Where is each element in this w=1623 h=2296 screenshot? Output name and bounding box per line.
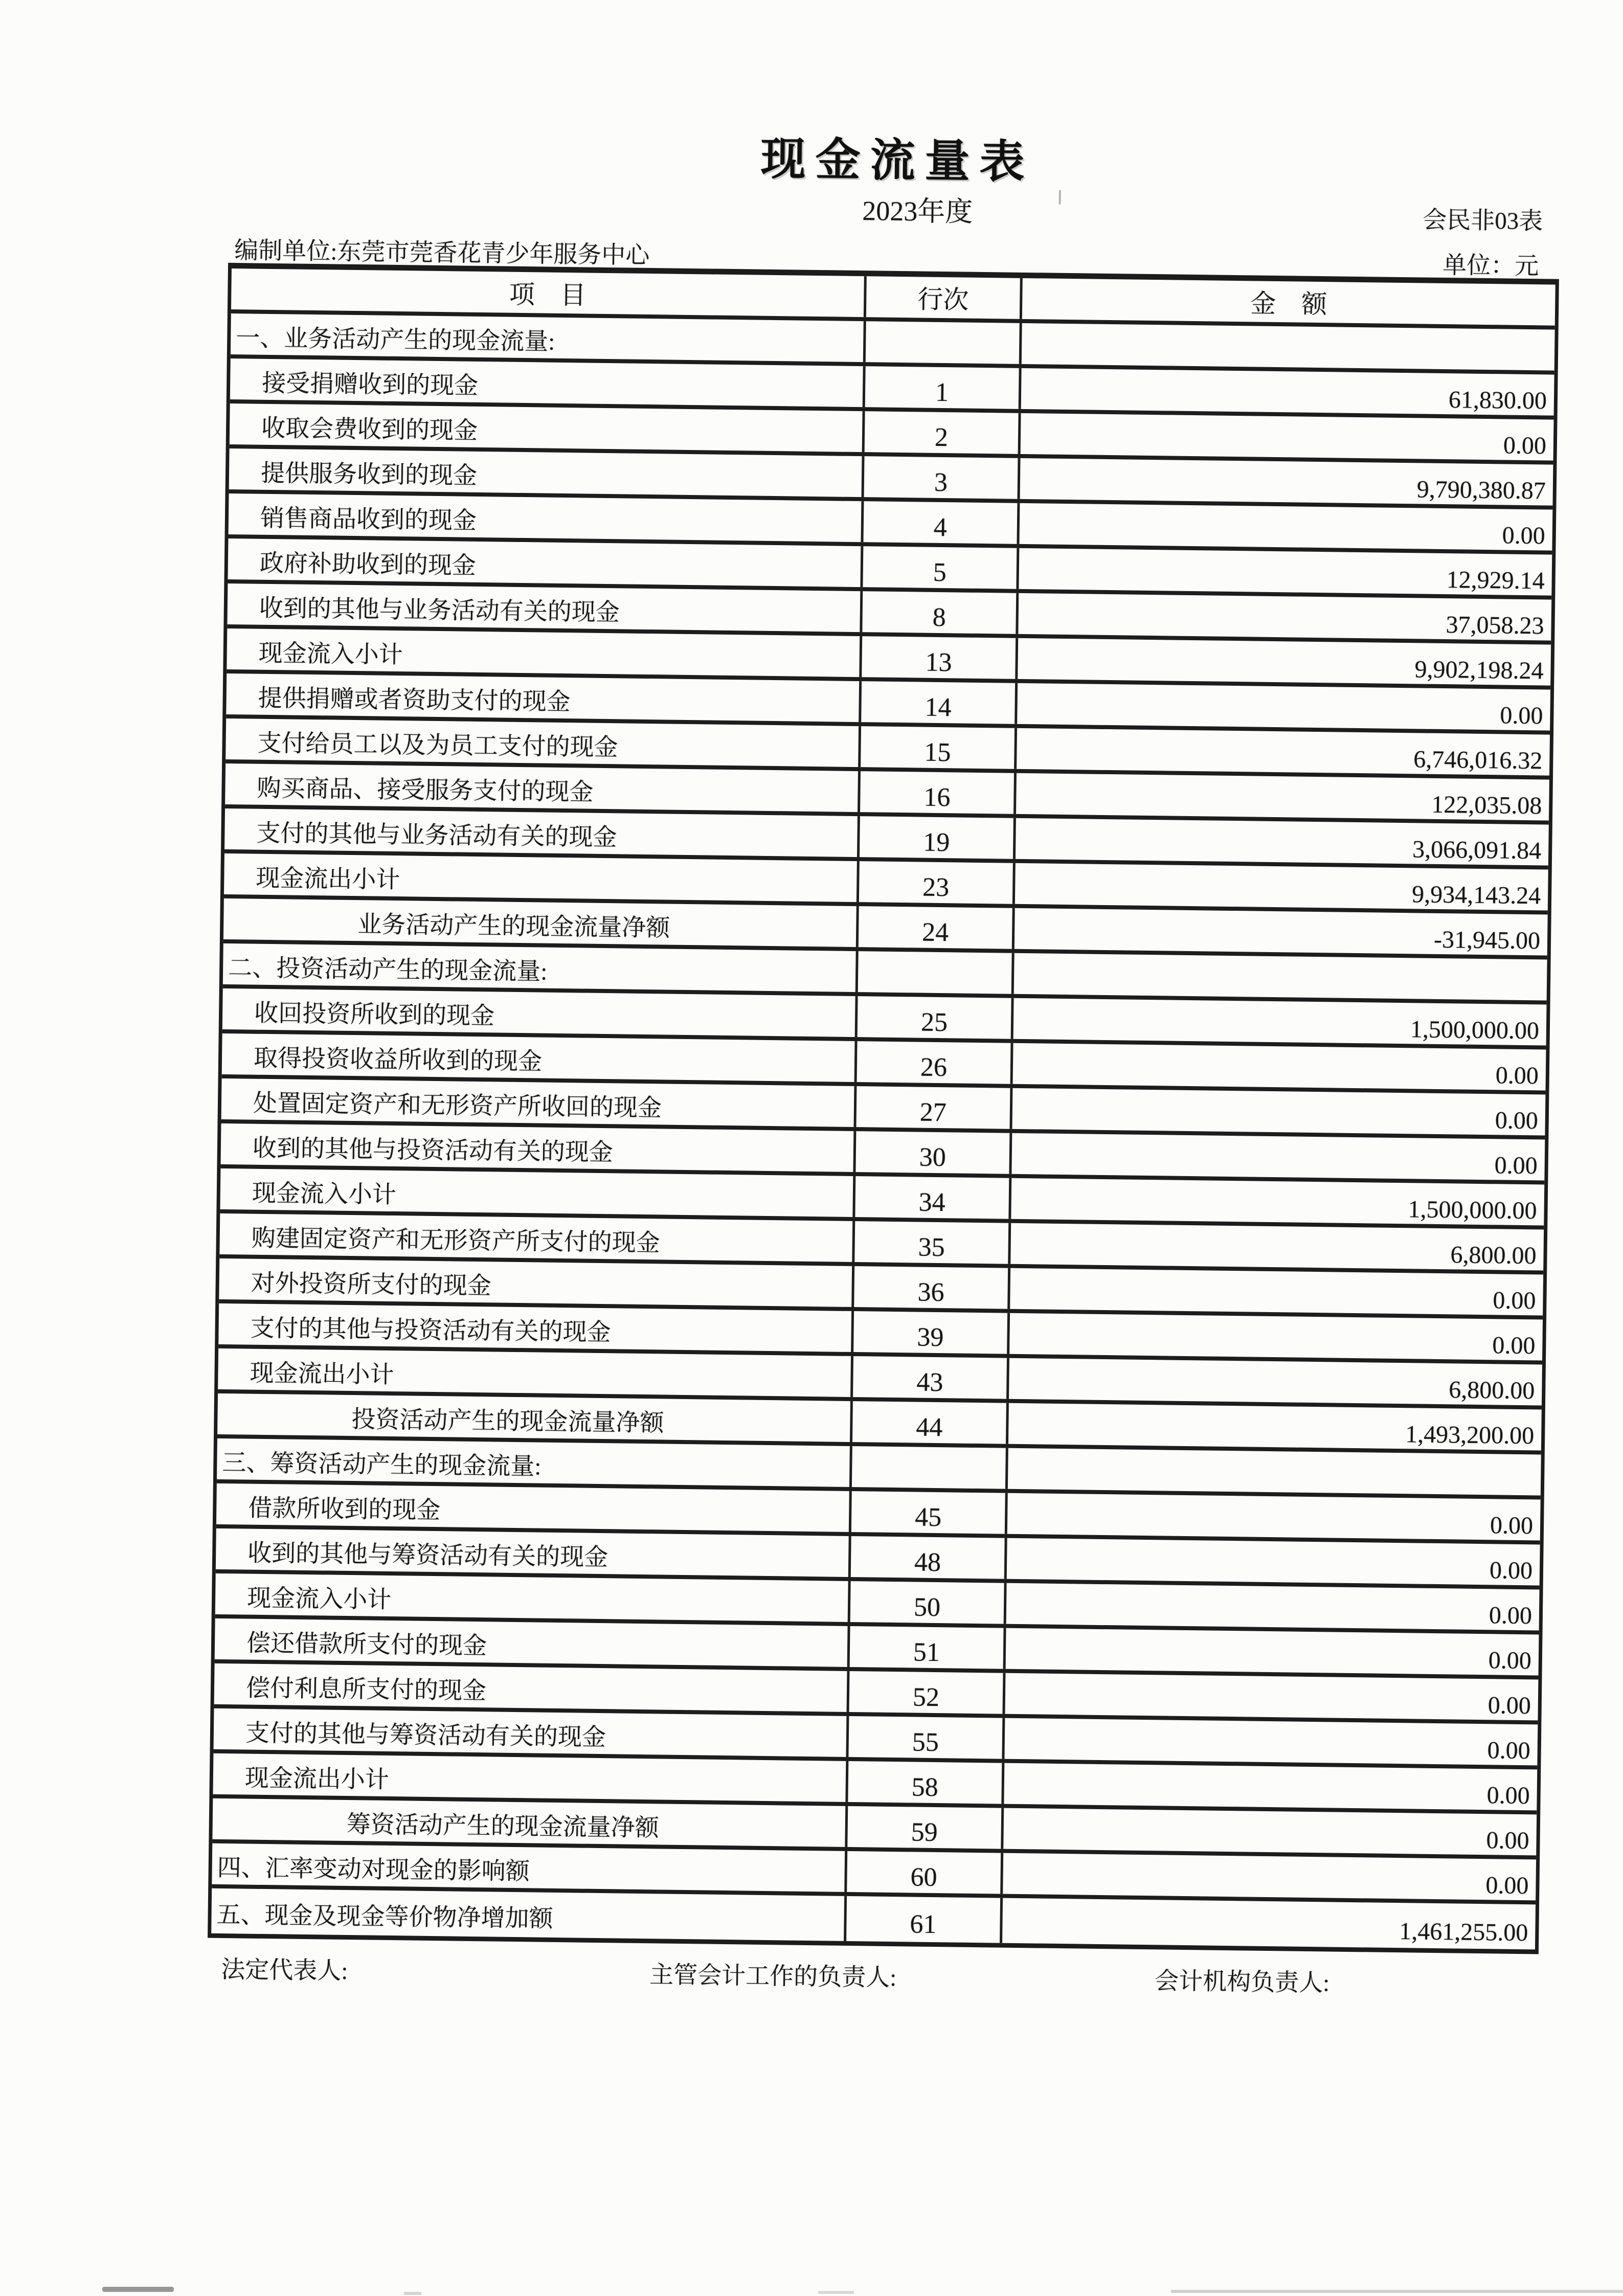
amount-cell: 0.00 [1487, 1691, 1531, 1719]
amount-cell: -31,945.00 [1433, 926, 1541, 954]
item-cell: 提供服务收到的现金 [260, 460, 478, 489]
amount-cell: 6,746,016.32 [1413, 745, 1543, 774]
amount-cell: 1,500,000.00 [1410, 1015, 1540, 1044]
item-cell: 借款所收到的现金 [247, 1495, 441, 1524]
item-cell: 现金流入小计 [252, 1180, 397, 1208]
amount-cell [1008, 1448, 1541, 1496]
item-cell: 支付的其他与投资活动有关的现金 [250, 1315, 611, 1346]
item-cell: 偿付利息所支付的现金 [245, 1675, 487, 1704]
line-no-cell: 13 [859, 636, 1018, 679]
line-no-cell: 58 [845, 1761, 1004, 1804]
amount-cell: 6,800.00 [1448, 1376, 1535, 1404]
amount-column-header: 金 额 [1250, 289, 1327, 319]
item-cell: 支付的其他与业务活动有关的现金 [256, 820, 617, 851]
line-no-cell: 16 [858, 771, 1017, 814]
line-no-cell: 8 [860, 591, 1019, 634]
item-cell: 二、投资活动产生的现金流量: [228, 954, 548, 985]
line-no-cell: 48 [848, 1536, 1007, 1579]
item-cell: 取得投资收益所收到的现金 [253, 1045, 543, 1075]
line-no-cell: 45 [849, 1491, 1008, 1534]
line-no-cell: 4 [861, 501, 1020, 544]
item-cell: 收回投资所收到的现金 [254, 1000, 495, 1029]
preparing-unit: 编制单位:东莞市莞香花青少年服务中心 [234, 237, 650, 269]
amount-cell: 0.00 [1500, 701, 1543, 729]
item-cell: 投资活动产生的现金流量净额 [351, 1406, 664, 1437]
amount-cell: 0.00 [1486, 1781, 1530, 1809]
line-no-cell: 61 [844, 1896, 1003, 1943]
amount-cell: 6,800.00 [1450, 1241, 1537, 1269]
amount-cell: 0.00 [1493, 1286, 1536, 1314]
amount-cell: 122,035.08 [1431, 791, 1542, 819]
line-no-cell: 43 [850, 1356, 1009, 1399]
amount-cell: 0.00 [1502, 521, 1546, 549]
line-no-cell [863, 321, 1022, 364]
legal-representative-label: 法定代表人: [220, 1956, 348, 1985]
item-cell: 购买商品、接受服务支付的现金 [257, 775, 594, 806]
item-cell: 现金流入小计 [246, 1585, 392, 1613]
amount-cell: 0.00 [1495, 1106, 1539, 1134]
item-cell: 收到的其他与投资活动有关的现金 [252, 1135, 614, 1166]
item-cell: 提供捐赠或者资助支付的现金 [258, 685, 571, 715]
chief-accountant-label: 主管会计工作的负责人: [649, 1962, 897, 1992]
amount-cell: 0.00 [1495, 1061, 1539, 1089]
line-no-cell: 35 [852, 1221, 1011, 1264]
line-no-cell: 44 [850, 1401, 1009, 1444]
amount-cell: 37,058.23 [1446, 611, 1544, 639]
accounting-org-head-label: 会计机构负责人: [1154, 1968, 1330, 1997]
item-cell: 五、现金及现金等价物净增加额 [216, 1901, 553, 1932]
item-cell: 偿还借款所支付的现金 [246, 1630, 487, 1659]
item-cell: 现金流入小计 [258, 640, 403, 668]
item-cell: 现金流出小计 [244, 1765, 390, 1793]
item-cell: 现金流出小计 [256, 865, 400, 893]
item-cell: 收到的其他与筹资活动有关的现金 [247, 1540, 608, 1571]
line-no-cell: 34 [852, 1176, 1011, 1219]
amount-cell: 9,902,198.24 [1414, 655, 1544, 684]
item-cell: 接受捐赠收到的现金 [261, 370, 479, 399]
signature-line [0, 1947, 1613, 2003]
amount-cell: 0.00 [1488, 1646, 1532, 1674]
item-cell: 购建固定资产和无形资产所支付的现金 [251, 1225, 661, 1256]
scan-artifact [1171, 2290, 1623, 2293]
item-cell: 筹资活动产生的现金流量净额 [346, 1811, 660, 1841]
currency-unit: 单位：元 [1442, 252, 1539, 280]
line-no-cell [849, 1446, 1008, 1489]
amount-cell: 0.00 [1494, 1151, 1538, 1179]
line-no-cell: 60 [844, 1851, 1003, 1894]
amount-cell: 0.00 [1492, 1331, 1536, 1359]
line-no-cell: 19 [857, 816, 1016, 859]
scan-artifact [102, 2287, 174, 2292]
line-no-cell: 15 [858, 726, 1017, 769]
item-cell: 支付的其他与筹资活动有关的现金 [245, 1720, 606, 1751]
line-no-cell: 3 [862, 456, 1021, 499]
item-cell: 收取会费收到的现金 [261, 415, 478, 444]
line-no-cell: 36 [851, 1266, 1010, 1309]
amount-cell: 3,066,091.84 [1412, 835, 1542, 864]
item-cell: 销售商品收到的现金 [260, 505, 477, 534]
amount-cell: 0.00 [1485, 1871, 1529, 1899]
line-no-cell: 14 [859, 681, 1018, 724]
amount-cell: 9,934,143.24 [1411, 880, 1541, 909]
line-no-cell: 25 [855, 996, 1014, 1039]
report-period: 2023年度 [862, 195, 973, 228]
scan-artifact [1059, 190, 1061, 205]
line-no-cell: 51 [847, 1626, 1006, 1669]
item-cell: 处置固定资产和无形资产所收回的现金 [253, 1090, 662, 1121]
amount-cell: 1,461,255.00 [1399, 1917, 1528, 1946]
page-title: 现金流量表 [760, 134, 1035, 188]
amount-cell: 61,830.00 [1448, 386, 1547, 414]
line-no-column-header: 行次 [864, 276, 1023, 319]
line-no-cell: 39 [851, 1311, 1010, 1354]
amount-cell: 9,790,380.87 [1416, 475, 1546, 504]
line-no-cell: 55 [846, 1716, 1005, 1759]
amount-cell: 1,500,000.00 [1408, 1195, 1537, 1224]
line-no-cell: 50 [848, 1581, 1007, 1624]
line-no-cell: 2 [862, 411, 1021, 454]
amount-cell: 1,493,200.00 [1405, 1420, 1535, 1449]
line-no-cell: 23 [856, 861, 1016, 904]
item-cell: 支付给员工以及为员工支付的现金 [257, 730, 618, 761]
line-no-cell: 1 [863, 366, 1022, 409]
line-no-cell: 24 [856, 906, 1015, 949]
item-cell: 三、筹资活动产生的现金流量: [222, 1449, 542, 1480]
item-cell: 四、汇率变动对现金的影响额 [217, 1854, 530, 1885]
line-no-cell: 5 [860, 546, 1019, 589]
amount-cell: 0.00 [1486, 1826, 1529, 1854]
amount-cell: 0.00 [1487, 1736, 1531, 1764]
amount-cell: 12,929.14 [1446, 566, 1545, 594]
line-no-cell: 52 [847, 1671, 1006, 1714]
amount-cell: 0.00 [1489, 1556, 1533, 1584]
line-no-cell: 59 [845, 1806, 1004, 1849]
amount-cell [1022, 323, 1555, 371]
line-no-cell: 26 [854, 1041, 1013, 1084]
item-cell: 对外投资所支付的现金 [251, 1270, 491, 1299]
amount-cell: 0.00 [1503, 431, 1547, 459]
line-no-cell: 30 [853, 1131, 1012, 1174]
scan-artifact [404, 2292, 421, 2295]
line-no-cell: 27 [854, 1086, 1013, 1129]
amount-cell: 0.00 [1489, 1601, 1532, 1629]
table-rows [211, 313, 1555, 1949]
item-cell: 收到的其他与业务活动有关的现金 [259, 595, 620, 626]
item-column-header: 项 目 [509, 280, 587, 310]
item-cell: 一、业务活动产生的现金流量: [235, 324, 555, 355]
form-code: 会民非03表 [1422, 207, 1543, 235]
scan-artifact [818, 2291, 854, 2294]
item-cell: 政府补助收到的现金 [259, 550, 477, 579]
amount-cell [1014, 953, 1547, 1001]
cash-flow-table [208, 263, 1559, 1954]
item-cell: 现金流出小计 [250, 1360, 394, 1388]
amount-cell: 0.00 [1490, 1511, 1534, 1539]
item-cell: 业务活动产生的现金流量净额 [357, 911, 670, 942]
line-no-cell [855, 951, 1015, 994]
